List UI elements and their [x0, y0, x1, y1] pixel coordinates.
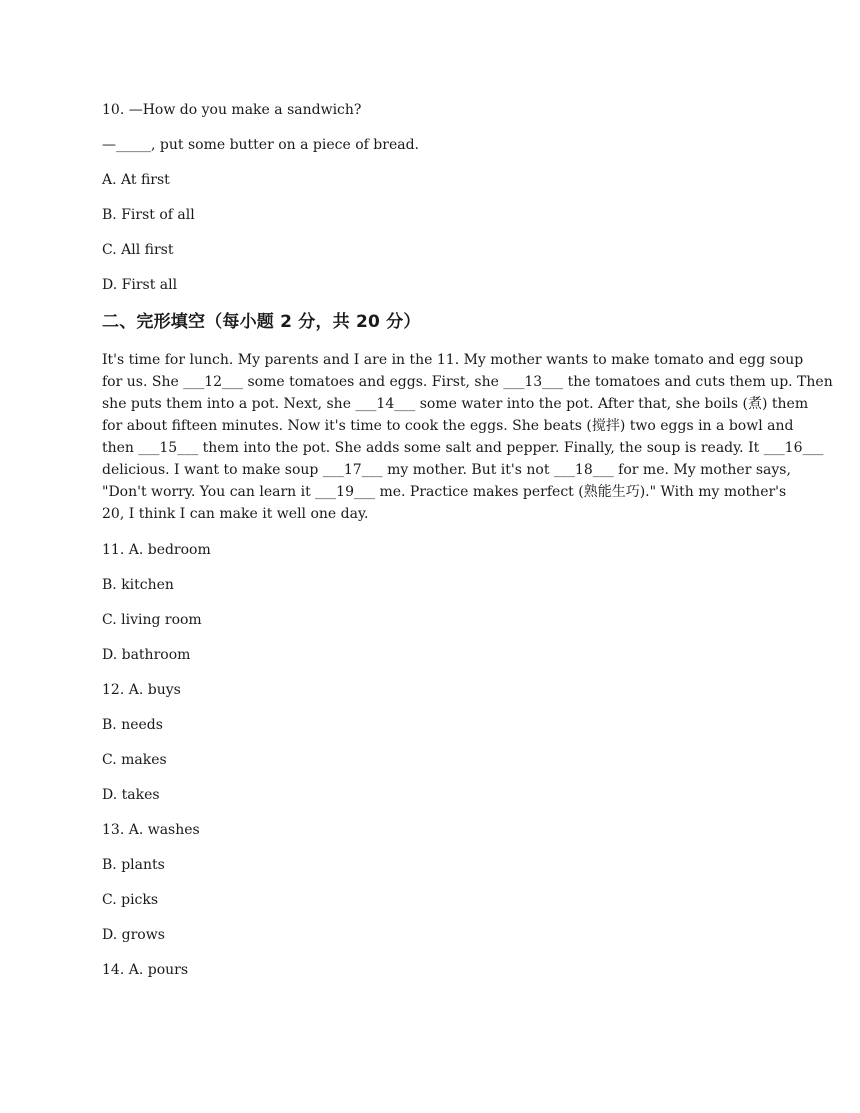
- question-10-stem: 10. —How do you make a sandwich?: [102, 102, 362, 118]
- passage-line: 20, I think I can make it well one day.: [102, 506, 369, 522]
- option-12-c: C. makes: [102, 752, 167, 768]
- passage-line: then ___15___ them into the pot. She adds some salt and pepper. Finally, the soup is ready. It ___16___: [102, 440, 824, 456]
- section-title: 二、完形填空（每小题 2 分，共 20 分）: [102, 312, 421, 332]
- passage-line: It's time for lunch. My parents and I are in the 11. My mother wants to make tomato and egg soup: [102, 352, 804, 368]
- option-13-a: 13. A. washes: [102, 822, 200, 838]
- option-11-d: D. bathroom: [102, 647, 191, 663]
- cloze-passage: [102, 349, 833, 525]
- passage-line: for us. She ___12___ some tomatoes and eggs. First, she ___13___ the tomatoes and cuts them up. Then: [102, 374, 833, 390]
- question-10-response: —_____, put some butter on a piece of bread.: [102, 137, 419, 153]
- option-11-c: C. living room: [102, 612, 202, 628]
- passage-line: for about fifteen minutes. Now it's time to cook the eggs. She beats (搅拌) two eggs in a bowl and: [102, 418, 794, 434]
- passage-line: "Don't worry. You can learn it ___19___ me. Practice makes perfect (熟能生巧)." With my mother's: [102, 484, 787, 500]
- question-10-option-a: A. At first: [102, 172, 170, 188]
- option-13-b: B. plants: [102, 857, 165, 873]
- question-10-option-d: D. First all: [102, 277, 178, 293]
- option-11-a: 11. A. bedroom: [102, 542, 211, 558]
- question-10-option-b: B. First of all: [102, 207, 195, 223]
- document-page: [102, 100, 833, 995]
- passage-line: delicious. I want to make soup ___17___ my mother. But it's not ___18___ for me. My mother says,: [102, 462, 791, 478]
- option-14-a: 14. A. pours: [102, 962, 189, 978]
- option-13-d: D. grows: [102, 927, 165, 943]
- option-13-c: C. picks: [102, 892, 159, 908]
- option-12-a: 12. A. buys: [102, 682, 181, 698]
- passage-line: she puts them into a pot. Next, she ___14___ some water into the pot. After that, she boils (煮) them: [102, 396, 809, 412]
- option-12-d: D. takes: [102, 787, 160, 803]
- option-12-b: B. needs: [102, 717, 163, 733]
- option-11-b: B. kitchen: [102, 577, 174, 593]
- question-10-option-c: C. All first: [102, 242, 174, 258]
